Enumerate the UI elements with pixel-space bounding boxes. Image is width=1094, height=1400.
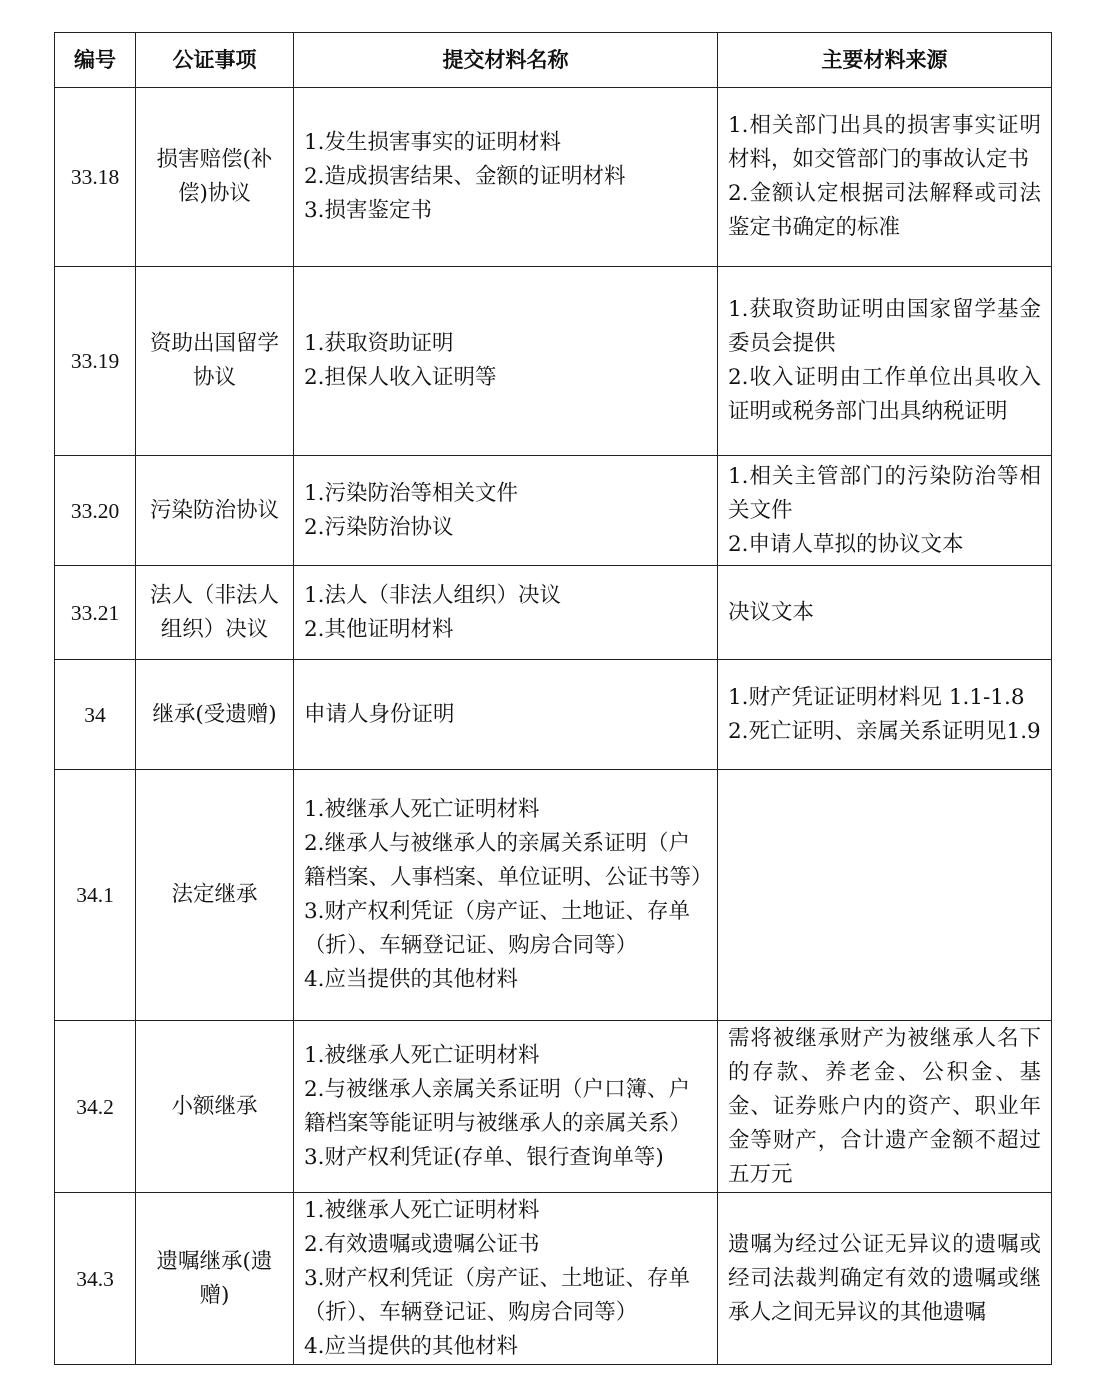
material-item: 3.损害鉴定书: [304, 198, 433, 223]
notarization-materials-table: [54, 32, 1052, 1365]
table-row: [55, 267, 1052, 456]
material-item: 1.获取资助证明: [304, 331, 454, 356]
row-materials: [294, 1193, 718, 1365]
material-item: 1.发生损害事实的证明材料: [304, 130, 562, 155]
row-matter: 资助出国留学协议: [136, 267, 294, 456]
header-row: [55, 33, 1052, 88]
row-num: 33.19: [55, 267, 136, 456]
row-matter: 法定继承: [136, 770, 294, 1021]
row-sources: [718, 88, 1052, 267]
row-num: 33.20: [55, 456, 136, 566]
row-matter: 小额继承: [136, 1021, 294, 1193]
row-num: 34.1: [55, 770, 136, 1021]
row-materials: [294, 566, 718, 660]
table-row: [55, 566, 1052, 660]
source-item: 2.金额认定根据司法解释或司法鉴定书确定的标准: [728, 181, 1041, 240]
row-num: 33.18: [55, 88, 136, 267]
source-item: 2.收入证明由工作单位出具收入证明或税务部门出具纳税证明: [728, 365, 1041, 424]
row-matter: 继承(受遗赠): [136, 660, 294, 770]
source-item: 2.申请人草拟的协议文本: [728, 531, 964, 557]
material-item: 2.造成损害结果、金额的证明材料: [304, 164, 626, 189]
row-sources: [718, 456, 1052, 566]
source-item: 遗嘱为经过公证无异议的遗嘱或经司法裁判确定有效的遗嘱或继承人之间无异议的其他遗嘱: [728, 1231, 1041, 1325]
material-item: 2.其他证明材料: [304, 616, 454, 642]
table-row: [55, 88, 1052, 267]
material-item: 2.与被继承人亲属关系证明（户口簿、户籍档案等能证明与被继承人的亲属关系）: [304, 1076, 692, 1136]
row-materials: [294, 770, 718, 1021]
table-row: [55, 660, 1052, 770]
table-row: [55, 1193, 1052, 1365]
header-num: 编号: [55, 33, 136, 88]
row-sources-empty: [718, 770, 1052, 1021]
table-row: [55, 456, 1052, 566]
material-item: 4.应当提供的其他材料: [304, 967, 519, 992]
row-num: 34.3: [55, 1193, 136, 1365]
row-sources: [718, 566, 1052, 660]
material-item: 1.被继承人死亡证明材料: [304, 797, 540, 822]
material-item: 3.财产权利凭证（房产证、土地证、存单（折）、车辆登记证、购房合同等）: [304, 899, 691, 958]
table-row: [55, 1021, 1052, 1193]
material-item: 3.财产权利凭证（房产证、土地证、存单（折）、车辆登记证、购房合同等）: [304, 1265, 691, 1325]
row-matter: 法人（非法人组织）决议: [136, 566, 294, 660]
row-materials: [294, 88, 718, 267]
row-num: 34.2: [55, 1021, 136, 1193]
table-row: [55, 770, 1052, 1021]
material-item: 申请人身份证明: [304, 701, 455, 727]
material-item: 1.法人（非法人组织）决议: [304, 582, 562, 608]
source-item: 1.获取资助证明由国家留学基金委员会提供: [728, 297, 1041, 356]
row-num: 34: [55, 660, 136, 770]
material-item: 4.应当提供的其他材料: [304, 1333, 519, 1359]
row-matter: 遗嘱继承(遗赠): [136, 1193, 294, 1365]
row-num: 33.21: [55, 566, 136, 660]
source-item: 1.财产凭证证明材料见 1.1-1.8: [728, 684, 1025, 710]
row-materials: [294, 267, 718, 456]
material-item: 2.继承人与被继承人的亲属关系证明（户籍档案、人事档案、单位证明、公证书等）: [304, 831, 713, 890]
source-item: 1.相关部门出具的损害事实证明材料，如交管部门的事故认定书: [728, 113, 1041, 172]
header-matter: 公证事项: [136, 33, 294, 88]
material-item: 1.污染防治等相关文件: [304, 480, 519, 506]
row-matter: 损害赔偿(补偿)协议: [136, 88, 294, 267]
source-item: 1.相关主管部门的污染防治等相关文件: [728, 463, 1041, 523]
row-sources: [718, 660, 1052, 770]
material-item: 2.担保人收入证明等: [304, 365, 497, 390]
material-item: 2.有效遗嘱或遗嘱公证书: [304, 1231, 540, 1257]
material-item: 1.被继承人死亡证明材料: [304, 1197, 540, 1223]
row-materials: [294, 456, 718, 566]
material-item: 1.被继承人死亡证明材料: [304, 1042, 540, 1068]
material-item: 2.污染防治协议: [304, 514, 454, 540]
row-sources: [718, 1021, 1052, 1193]
row-sources: [718, 267, 1052, 456]
header-materials: 提交材料名称: [294, 33, 718, 88]
source-item: 决议文本: [728, 599, 815, 625]
row-sources: [718, 1193, 1052, 1365]
material-item: 3.财产权利凭证(存单、银行查询单等): [304, 1144, 664, 1170]
row-materials: [294, 1021, 718, 1193]
row-matter: 污染防治协议: [136, 456, 294, 566]
header-sources: 主要材料来源: [718, 33, 1052, 88]
source-item: 需将被继承财产为被继承人名下的存款、养老金、公积金、基金、证券账户内的资产、职业年金等财产，合计遗产金额不超过五万元: [728, 1025, 1041, 1187]
row-materials: [294, 660, 718, 770]
source-item: 2.死亡证明、亲属关系证明见1.9: [728, 718, 1041, 744]
